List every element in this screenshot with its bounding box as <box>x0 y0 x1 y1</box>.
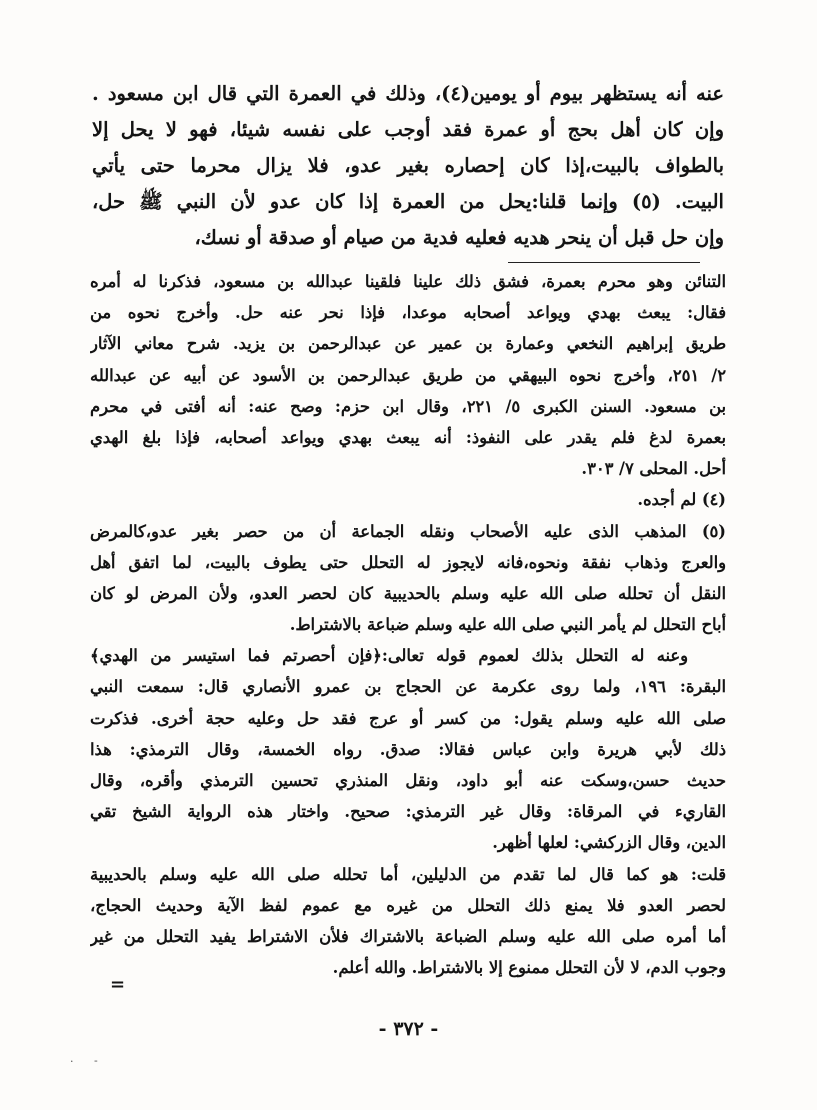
footnote-line: القاريء في المرقاة: وقال غير الترمذي: صحيح. واختار هذه الرواية الشيخ تقي <box>90 802 726 822</box>
page-number: - ٣٧٢ - <box>378 1018 439 1040</box>
scan-speck: . <box>70 1052 74 1065</box>
footnote-5: (٥) المذهب الذى عليه الأصحاب ونقله الجماعة أن من حصر بغير عدو،كالمرض <box>90 521 726 541</box>
footnote-line: الدين، وقال الزركشي: لعلها أظهر. <box>492 833 726 853</box>
main-text <box>92 76 724 256</box>
footnote-line: لحصر العدو فلا يمنع ذلك التحلل من غيره مع عموم لفظ الآية وحديث الحجاج، <box>90 895 726 915</box>
footnote-line: قلت: هو كما قال لما تقدم من الدليلين، أما تحلله صلى الله عليه وسلم بالحديبية <box>90 864 726 884</box>
main-text-line: وإن كان أهل بحج أو عمرة فقد أوجب على نفسه شيئا، فهو لا يحل إلا <box>92 118 724 141</box>
footnote-line: وعنه له التحلل بذلك لعموم قوله تعالى:﴿فإن أحصرتم فما استيسر من الهدي﴾ <box>90 646 688 666</box>
footnote-4: (٤) لم أجده. <box>637 490 726 510</box>
footnote-line: التنائن وهو محرم بعمرة، فشق ذلك علينا فلقينا عبدالله بن مسعود، فذكرنا له أمره <box>90 272 726 291</box>
footnote-line: والعرج وذهاب نفقة ونحوه،فانه لايجوز له التحلل حتى يطوف بالبيت، لما اتفق أهل <box>90 552 726 572</box>
main-text-line: البيت. (٥) وإنما قلنا:يحل من العمرة إذا كان عدو لأن النبي ﷺ حل، <box>92 190 724 213</box>
footnote-line: طريق إبراهيم النخعي وعمارة بن عمير عن عبدالرحمن بن يزيد. شرح معاني الآثار <box>90 334 726 354</box>
footnote-line: حديث حسن،وسكت عنه أبو داود، ونقل المنذري تحسين الترمذي وأقره، وقال <box>90 771 726 790</box>
footnote-line: أما أمره صلى الله عليه وسلم الضباعة بالاشتراك فلأن الاشتراط يفيد التحلل من غير <box>90 926 726 946</box>
footnote-line: النقل أن تحلله صلى الله عليه وسلم بالحديبية كان لحصر العدو، ولأن المرض لو كان <box>90 583 726 603</box>
footnote-separator <box>508 262 700 263</box>
main-text-line: عنه أنه يستظهر بيوم أو يومين(٤)، وذلك في العمرة التي قال ابن مسعود . <box>92 82 724 105</box>
footnote-line: ٢/ ٢٥١، وأخرج نحوه البيهقي من طريق عبدالرحمن بن الأسود عن أبيه عن عبدالله <box>90 365 726 385</box>
footnote-line: فقال: يبعث بهدي ويواعد أصحابه موعدا، فإذا نحر عنه حل. وأخرج نحوه من <box>90 303 726 323</box>
footnote-line: أباح التحلل لم يأمر النبي صلى الله عليه وسلم ضباعة بالاشتراط. <box>289 615 726 635</box>
footnote-line: بن مسعود. السنن الكبرى ٥/ ٢٢١، وقال ابن حزم: وصح عنه: أنه أفتى في محرم <box>90 396 726 416</box>
footnote-line: صلى الله عليه وسلم يقول: من كسر أو عرج فقد حل وعليه حجة أخرى. فذكرت <box>90 708 726 728</box>
footnote-line: وجوب الدم، لا لأن التحلل ممنوع إلا بالاشتراط. والله أعلم. <box>332 958 726 978</box>
end-mark: = <box>110 974 126 995</box>
main-text-line: وإن حل قبل أن ينحر هديه فعليه فدية من صيام أو صدقة أو نسك، <box>194 226 724 249</box>
footnote-line: أحل. المحلى ٧/ ٣٠٣. <box>581 459 726 479</box>
footnote-line: بعمرة لدغ فلم يقدر على النفوذ: أنه يبعث بهدي ويواعد أصحابه، فإذا بلغ الهدي <box>90 427 726 447</box>
main-text-line: بالطواف بالبيت،إذا كان إحصاره بغير عدو، فلا يزال محرما حتى يأتي <box>92 154 724 177</box>
footnotes <box>90 266 726 983</box>
scan-speck: - <box>94 1054 98 1067</box>
footnote-line: البقرة: ١٩٦، ولما روى عكرمة عن الحجاج بن عمرو الأنصاري قال: سمعت النبي <box>90 677 726 697</box>
footnote-line: ذلك لأبي هريرة وابن عباس فقالا: صدق. رواه الخمسة، وقال الترمذي: هذا <box>90 739 726 759</box>
